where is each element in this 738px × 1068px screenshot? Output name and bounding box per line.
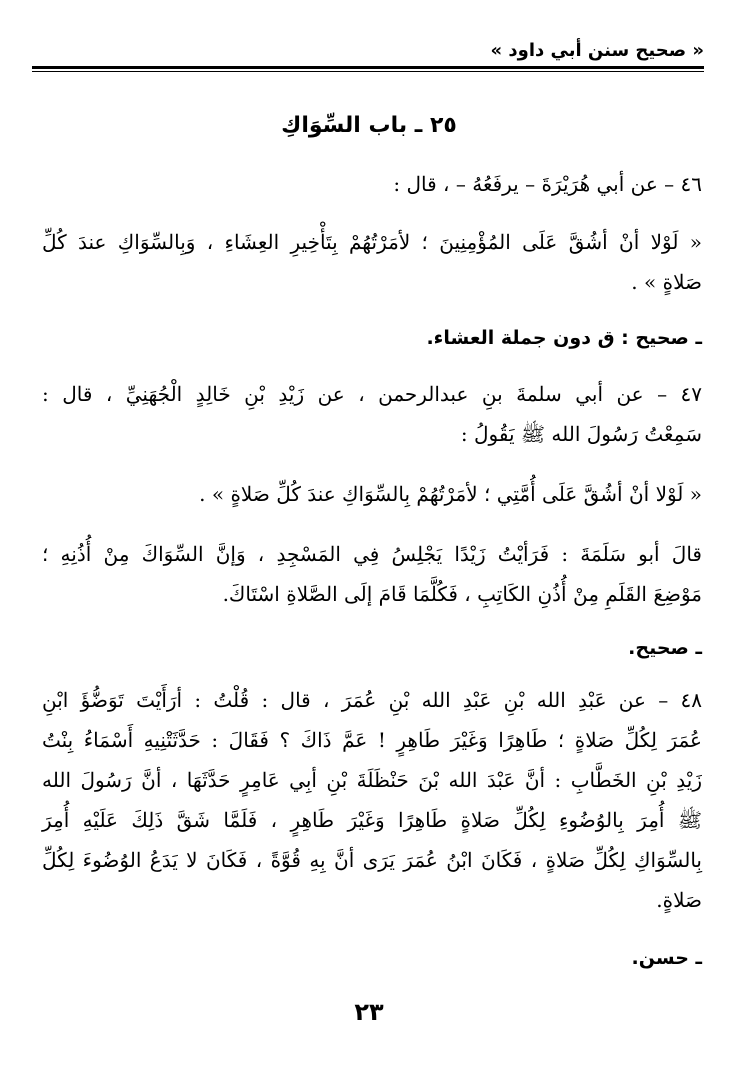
hadith-48-line-3: زَيْدِ بْنِ الخَطَّابِ : أنَّ عَبْدَ الله بْنَ حَنْظَلَةَ بْنِ أبِي عَامِرٍ حَدَّثَهَا ، أنَّ رَسُولَ الله (42, 768, 702, 792)
hadith-48-line-2: عُمَرَ لِكُلِّ صَلاةٍ ؛ طَاهِرًا وَغَيْرَ طَاهِرٍ ! عَمَّ ذَاكَ ؟ فَقَالَ : حَدَّثَتْنِيهِ أَسْمَاءُ بِنْتُ (42, 728, 702, 752)
hadith-46-isnad: ٤٦ – عن أبي هُرَيْرَةَ – يرفَعُهُ – ، قال : (393, 172, 702, 196)
hadith-47-note-line-1: قالَ أبو سَلَمَةَ : فَرَأيْتُ زَيْدًا يَجْلِسُ فِي المَسْجِدِ ، وَإنَّ السِّوَاكَ مِنْ أُذُنِهِ ؛ (42, 542, 702, 566)
page-number: ٢٣ (354, 998, 384, 1026)
hadith-46-text-line-2: صَلاةٍ » . (631, 270, 702, 294)
hadith-47-grade: ـ صحيح. (628, 637, 702, 659)
hadith-48-line-6: صَلاةٍ. (656, 888, 702, 912)
chapter-title: ٢٥ ـ باب السِّوَاكِ (281, 113, 457, 138)
hadith-48-line-4: ﷺ أُمِرَ بِالوُضُوءِ لِكُلِّ صَلاةٍ طَاهِرًا وَغَيْرَ طَاهِرٍ ، فَلَمَّا شَقَّ ذَلِكَ عَلَيْهِ أُمِرَ (42, 808, 702, 832)
running-header: « صحيح سنن أبي داود » (490, 40, 704, 61)
hadith-48-line-5: بِالسِّوَاكِ لِكُلِّ صَلاةٍ ، فَكَانَ ابْنُ عُمَرَ يَرَى أنَّ بِهِ قُوَّةً ، فَكَانَ لا يَدَعُ الوُضُوءَ لِكُلِّ (42, 848, 702, 872)
header-rule (32, 66, 704, 69)
hadith-47-isnad-line-1: ٤٧ – عن أبي سلمةَ بنِ عبدالرحمن ، عن زَيْدِ بْنِ خَالِدٍ الْجُهَنِيِّ ، قال : (42, 382, 702, 406)
hadith-47-isnad-line-2: سَمِعْتُ رَسُولَ الله ﷺ يَقُولُ : (460, 422, 702, 446)
hadith-47-text: « لَوْلا أنْ أشُقَّ عَلَى أُمَّتِي ؛ لأمَرْتُهُمْ بِالسِّوَاكِ عندَ كُلِّ صَلاةٍ » . (199, 482, 702, 506)
header-rule-thin (32, 71, 704, 72)
hadith-47-note-line-2: مَوْضِعَ القَلَمِ مِنْ أُذُنِ الكَاتِبِ ، فَكُلَّمَا قَامَ إلَى الصَّلاةِ اسْتَاكَ. (222, 582, 702, 606)
hadith-46-grade: ـ صحيح : ق دون جملة العشاء. (426, 327, 702, 349)
hadith-46-text-line-1: « لَوْلا أنْ أشُقَّ عَلَى المُؤْمِنِينَ ؛ لأمَرْتُهُمْ بِتَأْخِيرِ العِشَاءِ ، وَبِالسِّوَاكِ عندَ كُلِّ (42, 230, 702, 254)
hadith-48-grade: ـ حسن. (631, 947, 702, 969)
hadith-48-line-1: ٤٨ – عن عَبْدِ الله بْنِ عَبْدِ الله بْنِ عُمَرَ ، قال : قُلْتُ : أرَأَيْتَ تَوَضُّؤَ ابْنِ (42, 688, 702, 712)
